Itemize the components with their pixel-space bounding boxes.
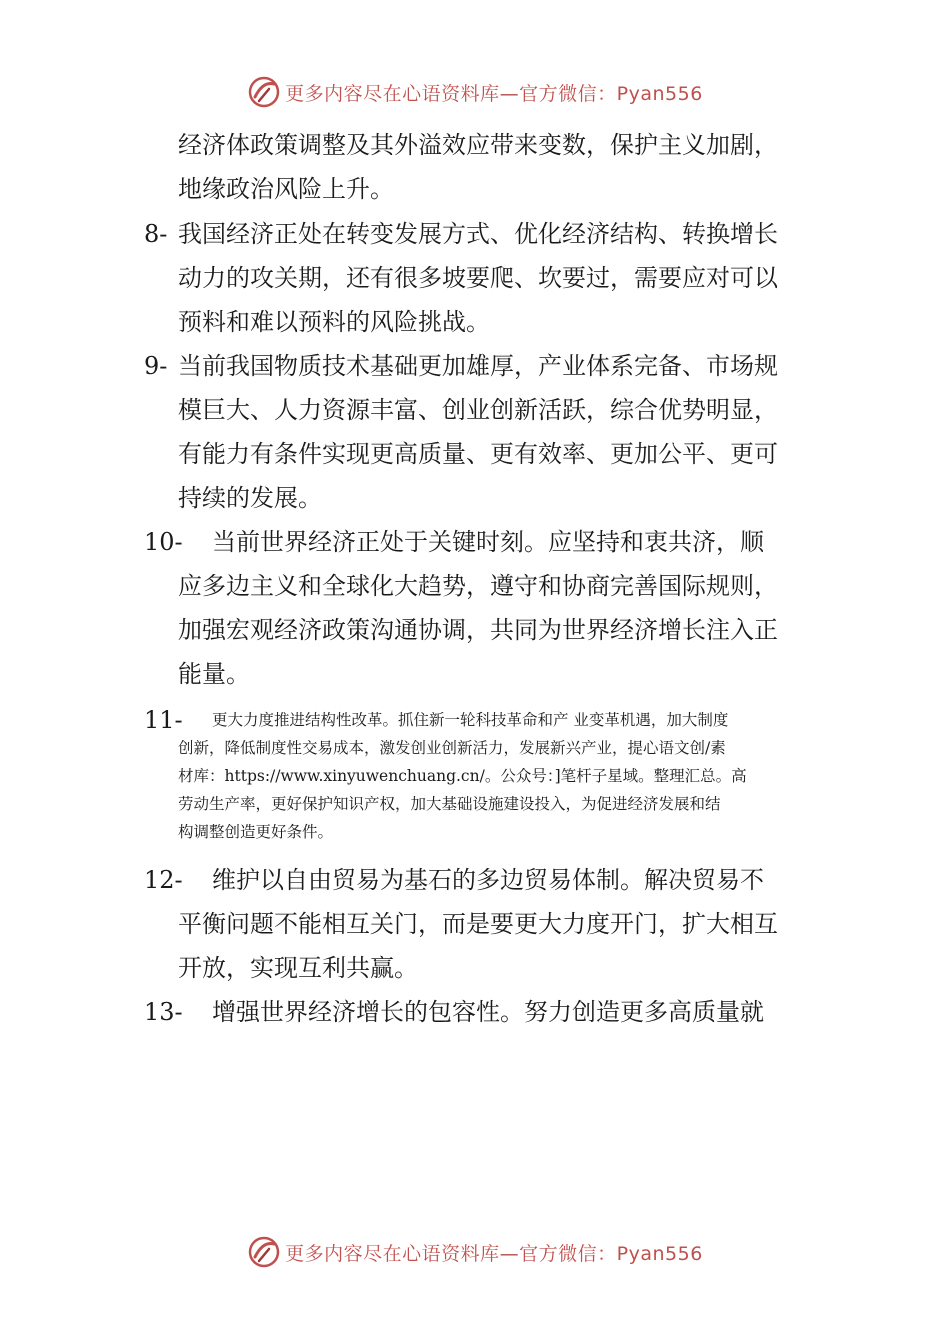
text-line: 平衡问题不能相互关门，而是要更大力度开门，扩大相互 — [178, 910, 778, 938]
text-line: 应多边主义和全球化大趋势，遵守和协商完善国际规则， — [178, 572, 778, 600]
text-line: 开放，实现互利共赢。 — [178, 954, 418, 982]
text-line: 构调整创造更好条件。 — [178, 823, 334, 841]
item-number: 11- — [144, 706, 183, 734]
text-line: 有能力有条件实现更高质量、更有效率、更加公平、更可 — [178, 440, 778, 468]
text-line: 模巨大、人力资源丰富、创业创新活跃，综合优势明显， — [178, 396, 778, 424]
footer-watermark — [0, 1232, 950, 1272]
item-number: 12- — [144, 866, 183, 894]
logo-icon — [247, 1235, 281, 1269]
text-line: 增强世界经济增长的包容性。努力创造更多高质量就 — [212, 998, 764, 1026]
text-line: 能量。 — [178, 660, 250, 688]
banner-official: 官方微信：Pyan556 — [519, 82, 703, 105]
banner-title: 更多内容尽在心语资料库 — [285, 1242, 500, 1265]
text-line: 维护以自由贸易为基石的多边贸易体制。解决贸易不 — [212, 866, 764, 894]
text-line: 当前世界经济正处于关键时刻。应坚持和衷共济，顺 — [212, 528, 764, 556]
logo-icon — [247, 75, 281, 109]
text-line: 材库：https://www.xinyuwenchuang.cn/。公众号：]笔杆子星域。整理汇总。高 — [178, 767, 747, 785]
text-line: 当前我国物质技术基础更加雄厚，产业体系完备、市场规 — [178, 352, 778, 380]
text-line: 地缘政治风险上升。 — [178, 175, 394, 203]
banner-separator: — — [499, 82, 520, 105]
text-line: 持续的发展。 — [178, 484, 322, 512]
banner-official: 官方微信：Pyan556 — [519, 1242, 703, 1265]
item-number: 10- — [144, 528, 183, 556]
text-line: 预料和难以预料的风险挑战。 — [178, 308, 490, 336]
item-number: 13- — [144, 998, 183, 1026]
header-watermark — [0, 72, 950, 112]
text-line: 经济体政策调整及其外溢效应带来变数，保护主义加剧， — [178, 131, 778, 159]
text-line: 加强宏观经济政策沟通协调，共同为世界经济增长注入正 — [178, 616, 778, 644]
text-line: 我国经济正处在转变发展方式、优化经济结构、转换增长 — [178, 220, 778, 248]
text-line: 动力的攻关期，还有很多坡要爬、坎要过，需要应对可以 — [178, 264, 778, 292]
banner-title: 更多内容尽在心语资料库 — [285, 82, 500, 105]
text-line: 劳动生产率，更好保护知识产权，加大基础设施建设投入，为促进经济发展和结 — [178, 795, 721, 813]
item-number: 8- — [144, 220, 168, 248]
banner-separator: — — [499, 1242, 520, 1265]
text-line: 创新，降低制度性交易成本，激发创业创新活力，发展新兴产业，提心语文创/素 — [178, 739, 726, 757]
text-line: 更大力度推进结构性改革。抓住新一轮科技革命和产 业变革机遇，加大制度 — [212, 711, 729, 729]
item-number: 9- — [144, 352, 168, 380]
